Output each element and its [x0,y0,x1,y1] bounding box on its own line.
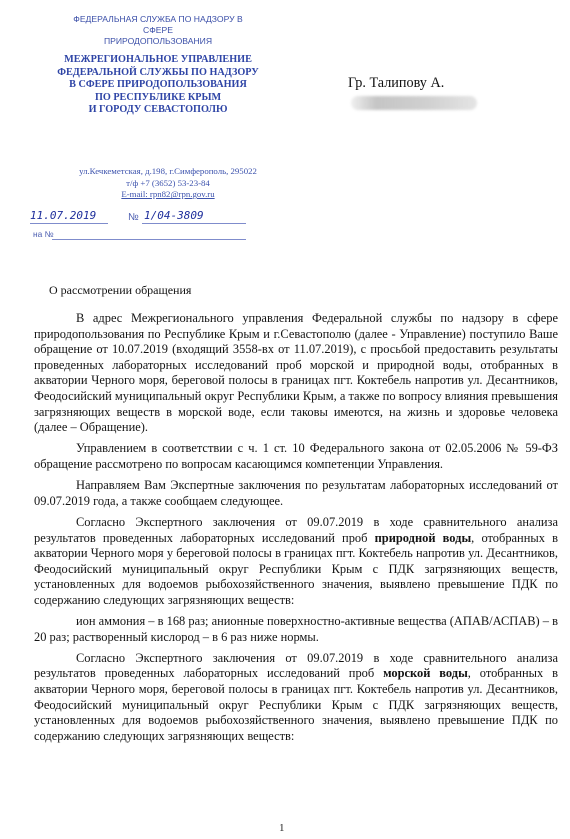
text-run: Согласно Экспертного заключения от 09.07.2019 в ходе сравнительного анализа результатов проведенных лабораторных исследований проб [34,650,558,681]
department-header [40,54,276,117]
reply-to-underline [52,239,246,240]
paragraph: ион аммония – в 168 раз; анионные поверхностно-активные вещества (АПАВ/АСПАВ) – в 20 раз; растворенный кислород – в 6 раз ниже нормы. [34,614,558,644]
department-line: ФЕДЕРАЛЬНОЙ СЛУЖБЫ ПО НАДЗОРУ [57,66,259,78]
letter-body [34,311,558,750]
registration-number: 1/04-3809 [144,209,204,222]
registration-date: 11.07.2019 [30,209,97,222]
text-run: Согласно Экспертного заключения от 09.07.2019 в ходе сравнительного анализа результатов проведенных лабораторных исследований проб [34,514,558,545]
phone-fax: т/ф +7 (3652) 53-23-84 [126,177,210,188]
email-address: E-mail: rpn82@rpn.gov.ru [121,189,215,200]
reply-to-label: на № [33,229,54,239]
contact-address [58,166,278,201]
text-run: , отобранных в акватории Черного моря, береговой полосы в границах пгт. Коктебель напротив ул. Десантников, Феодосийский муниципальный округ Республики Крым с ПДК загрязняющих веществ, установленных для водоемов рыбохозяйственного значения, выявлено превышение ПДК по содержанию следующих загрязняющих веществ: [34,666,558,743]
redacted-address [351,96,477,110]
department-line: В СФЕРЕ ПРИРОДОПОЛЬЗОВАНИЯ [69,79,247,91]
agency-line: ФЕДЕРАЛЬНАЯ СЛУЖБА ПО НАДЗОРУ В СФЕРЕ [73,14,243,35]
text-run: , отобранных в акватории Черного моря у береговой полосы в границах пгт. Коктебель напротив ул. Десантников, Феодосийский муниципальный округ Республики Крым с ПДК загрязняющих веществ, установленных для водоемов рыбохозяйственного значения, выявлено превышение ПДК по содержанию следующих загрязняющих веществ: [34,530,558,607]
paragraph [34,651,558,745]
paragraph [34,515,558,609]
subject-line: О рассмотрении обращения [49,283,192,297]
department-line: И ГОРОДУ СЕВАСТОПОЛЮ [88,104,228,116]
department-line: ПО РЕСПУБЛИКЕ КРЫМ [94,91,222,103]
number-underline [142,223,246,224]
recipient-name: Гр. Талипову А. [348,75,445,91]
agency-header [58,14,258,47]
agency-line: ПРИРОДОПОЛЬЗОВАНИЯ [103,36,213,46]
department-line: МЕЖРЕГИОНАЛЬНОЕ УПРАВЛЕНИЕ [64,54,252,65]
page-number: 1 [279,822,285,834]
emphasis-natural-water: природной воды [374,530,472,545]
emphasis-sea-water: морской воды [383,666,468,681]
street-address: ул.Кечкеметская, д.198, г.Симферополь, 295022 [79,166,257,176]
paragraph: В адрес Межрегионального управления Федеральной службы по надзору в сфере природопользования по Республике Крым и г.Севастополю (далее - Управление) поступило Ваше обращение от 10.07.2019 (входящий 3558-вх от 11.07.2019), с просьбой предоставить результаты проведенных лабораторных исследований проб морской и природной воды, отобранных в акватории Черного моря, береговой полосы в границах пгт. Коктебель напротив ул. Десантников, Феодосийский муниципальный округ Республики Крым, а также по вопросу влияния превышения загрязняющих веществ в морской воде, если таковы имеются, на жизнь и здоровье человека (далее – Обращение). [34,311,558,435]
paragraph: Направляем Вам Экспертные заключения по результатам лабораторных исследований от 09.07.2019 года, а также сообщаем следующее. [34,478,558,508]
date-underline [30,223,108,224]
paragraph: Управлением в соответствии с ч. 1 ст. 10 Федерального закона от 02.05.2006 № 59-ФЗ обращение рассмотрено по вопросам касающимся компетенции Управления. [34,441,558,471]
number-sign: № [128,212,139,223]
